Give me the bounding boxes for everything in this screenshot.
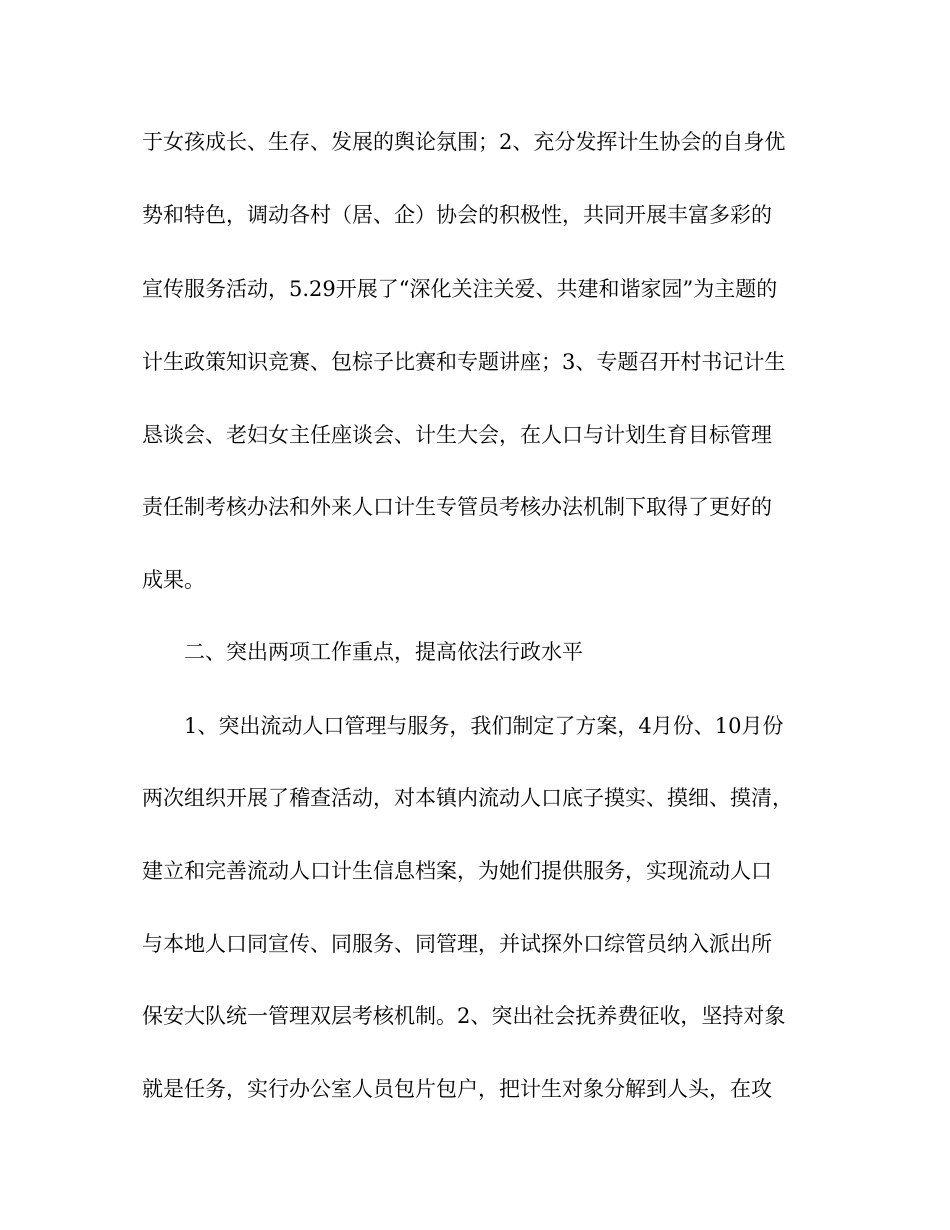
paragraph-line: 两次组织开展了稽查活动，对本镇内流动人口底子摸实、摸细、摸清， bbox=[142, 786, 793, 810]
paragraph-line: 恳谈会、老妇女主任座谈会、计生大会，在人口与计划生育目标管理 bbox=[142, 423, 772, 447]
paragraph-line: 1、突出流动人口管理与服务，我们制定了方案，4月份、10月份 bbox=[184, 714, 784, 738]
paragraph-line: 保安大队统一管理双层考核机制。2、突出社会抚养费征收，坚持对象 bbox=[142, 1004, 786, 1028]
paragraph-line: 成果。 bbox=[142, 568, 205, 592]
paragraph-line: 就是任务，实行办公室人员包片包户，把计生对象分解到人头，在攻 bbox=[142, 1077, 772, 1101]
section-heading: 二、突出两项工作重点，提高依法行政水平 bbox=[184, 640, 583, 664]
paragraph-line: 于女孩成长、生存、发展的舆论氛围；2、充分发挥计生协会的自身优 bbox=[142, 130, 786, 154]
paragraph-line: 责任制考核办法和外来人口计生专管员考核办法机制下取得了更好的 bbox=[142, 495, 772, 519]
paragraph-line: 与本地人口同宣传、同服务、同管理，并试探外口综管员纳入派出所 bbox=[142, 932, 772, 956]
paragraph-line: 计生政策知识竞赛、包棕子比赛和专题讲座；3、专题召开村书记计生 bbox=[142, 350, 786, 374]
paragraph-line: 建立和完善流动人口计生信息档案，为她们提供服务，实现流动人口 bbox=[142, 859, 772, 883]
paragraph-line: 势和特色，调动各村（居、企）协会的积极性，共同开展丰富多彩的 bbox=[142, 203, 772, 227]
paragraph-line: 宣传服务活动，5.29开展了“深化关注关爱、共建和谐家园”为主题的 bbox=[142, 277, 778, 301]
